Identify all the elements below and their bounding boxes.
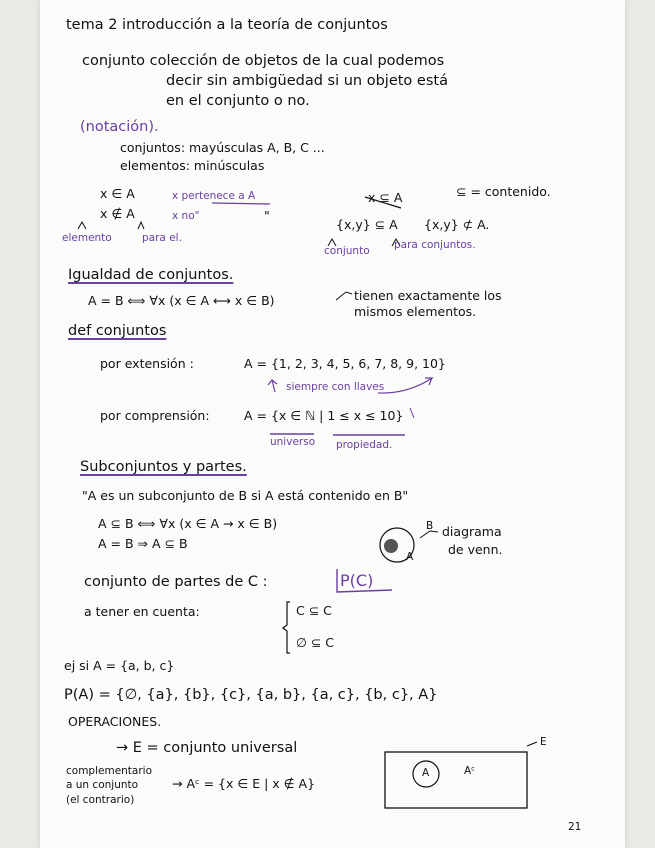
formula-note: "	[264, 208, 270, 223]
venn-set-a	[384, 539, 398, 553]
label: elemento	[62, 232, 112, 244]
section-heading: Igualdad de conjuntos.	[68, 267, 234, 283]
section-heading: OPERACIONES.	[68, 714, 162, 729]
formula: x ∉ A	[100, 206, 135, 221]
formula: A = B ⇒ A ⊆ B	[98, 536, 188, 551]
page-number: 21	[568, 821, 582, 833]
venn-label: B	[426, 520, 434, 532]
formula: → Aᶜ = {x ∈ E | x ∉ A}	[172, 776, 316, 791]
arrow-icon	[336, 292, 352, 300]
formula: conjunto de partes de C :	[84, 574, 268, 590]
definition-line: en el conjunto o no.	[166, 93, 310, 109]
label: a un conjunto	[66, 779, 139, 791]
arrow-icon	[420, 531, 438, 538]
label: diagrama	[442, 524, 502, 539]
formula: A = B ⟺ ∀x (x ∈ A ⟷ x ∈ B)	[88, 293, 275, 308]
universal-box	[385, 752, 527, 808]
definition-line: conjunto colección de objetos de la cual podemos	[82, 53, 445, 69]
example-line: ej si A = {a, b, c}	[64, 658, 175, 673]
formula: A = {1, 2, 3, 4, 5, 6, 7, 8, 9, 10}	[244, 356, 446, 371]
label: de venn.	[448, 542, 503, 557]
formula-note: mismos elementos.	[354, 304, 477, 319]
underline-stroke	[212, 203, 270, 204]
curved-arrow-icon	[378, 378, 432, 393]
formula-note: x pertenece a A	[172, 190, 256, 202]
formula: {x,y} ⊄ A.	[424, 217, 490, 232]
note-line: elementos: minúsculas	[120, 158, 265, 173]
formula: x ∈ A	[100, 186, 135, 201]
arrow-up-icon	[268, 380, 277, 392]
formula: A ⊆ B ⟺ ∀x (x ∈ A → x ∈ B)	[98, 516, 278, 531]
label: complementario	[66, 765, 153, 777]
box-label: A	[422, 767, 430, 779]
formula: → E = conjunto universal	[116, 740, 298, 756]
brace-stroke	[283, 602, 290, 653]
label: por extensión :	[100, 356, 194, 371]
arrow-icon	[527, 742, 537, 746]
label: (el contrario)	[66, 794, 135, 806]
label: propiedad.	[336, 439, 393, 451]
formula: ∅ ⊆ C	[296, 635, 335, 650]
quote-line: "A es un subconjunto de B si A está contenido en B"	[82, 488, 409, 503]
label: por comprensión:	[100, 408, 210, 423]
label: para el.	[142, 232, 182, 244]
notebook-page	[40, 0, 625, 848]
arrow-icon	[410, 408, 414, 418]
formula: A = {x ∈ ℕ | 1 ≤ x ≤ 10}	[244, 408, 404, 423]
formula: P(C)	[340, 571, 374, 590]
formula: C ⊆ C	[296, 603, 332, 618]
section-heading: (notación).	[80, 119, 159, 135]
formula-note: ⊆ = contenido.	[456, 184, 551, 199]
section-heading: def conjuntos	[68, 323, 167, 339]
label: universo	[270, 436, 316, 448]
formula-note: siempre con llaves	[286, 381, 385, 393]
arrow-up-icon	[138, 222, 144, 229]
formula-note: x no"	[172, 210, 200, 222]
box-label: Aᶜ	[464, 765, 476, 777]
formula-note: tienen exactamente los	[354, 288, 502, 303]
label: a tener en cuenta:	[84, 604, 200, 619]
box-label: E	[540, 736, 547, 748]
venn-label: A	[406, 551, 414, 563]
formula: P(A) = {∅, {a}, {b}, {c}, {a, b}, {a, c}, {b, c}, A}	[64, 687, 438, 703]
arrow-up-icon	[78, 222, 86, 229]
label: para conjuntos.	[394, 239, 476, 251]
label: conjunto	[324, 245, 370, 257]
page-title: tema 2 introducción a la teoría de conjuntos	[66, 17, 388, 33]
formula: x ⊆ A	[368, 190, 403, 205]
section-heading: Subconjuntos y partes.	[80, 459, 247, 475]
formula: {x,y} ⊆ A	[336, 217, 398, 232]
note-line: conjuntos: mayúsculas A, B, C ...	[120, 140, 325, 155]
definition-line: decir sin ambigüedad si un objeto está	[166, 73, 448, 89]
